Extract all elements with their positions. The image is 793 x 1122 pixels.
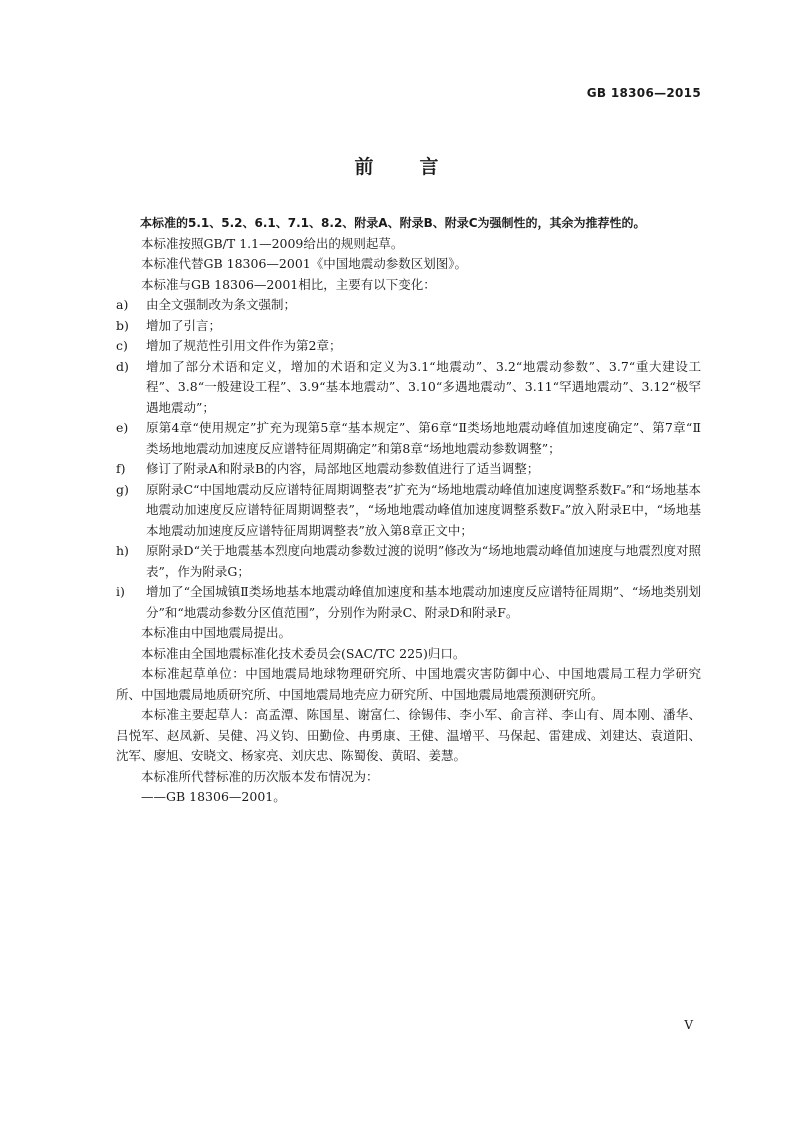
history-intro-paragraph: 本标准所代替标准的历次版本发布情况为：	[141, 768, 379, 784]
list-item	[116, 480, 701, 542]
list-marker: g)	[116, 481, 129, 497]
list-marker: h)	[116, 543, 129, 558]
list-item	[116, 357, 701, 419]
list-item-text: 增加了引言；	[146, 317, 222, 333]
mandatory-clause-statement: 本标准的5.1、5.2、6.1、7.1、8.2、附录A、附录B、附录C为强制性的，其余为推荐性的。	[140, 216, 646, 230]
drafting-units-paragraph: 本标准起草单位：中国地震局地球物理研究所、中国地震灾害防御中心、中国地震局工程力学研究所、中国地震局地质研究所、中国地震局地壳应力研究所、中国地震局地震预测研究所。	[116, 666, 701, 702]
history-item: ——GB 18306—2001。	[141, 789, 286, 804]
list-item	[116, 295, 701, 316]
list-marker: e)	[116, 420, 129, 435]
list-item-text: 增加了“全国城镇Ⅱ类场地基本地震动峰值加速度和基本地震动加速度反应谱特征周期”、“场地类别划分”和“地震动参数分区值范围”，分别作为附录C、附录D和附录F。	[146, 584, 701, 620]
list-item	[116, 459, 701, 480]
drafters-paragraph: 本标准主要起草人：高孟潭、陈国星、谢富仁、徐锡伟、李小军、俞言祥、李山有、周本刚、潘华、吕悦军、赵凤新、吴健、冯义钧、田勤俭、冉勇康、王健、温增平、马保起、雷建成、刘建达、袁道阳、沈军、廖旭、安晓文、杨家亮、刘庆忠、陈蜀俊、黄昭、姜慧。	[116, 707, 701, 763]
list-item	[116, 541, 701, 582]
list-item	[116, 336, 701, 357]
list-marker: d)	[116, 358, 129, 374]
list-marker: b)	[116, 317, 129, 333]
list-item-text: 由全文强制改为条文强制；	[146, 297, 297, 312]
page-number: V	[684, 1018, 693, 1032]
centralized-by-paragraph: 本标准由全国地震标准化技术委员会(SAC/TC 225)归口。	[141, 645, 466, 661]
list-marker: a)	[116, 297, 129, 312]
list-marker: f)	[116, 461, 126, 476]
list-item-text: 增加了规范性引用文件作为第2章；	[146, 338, 342, 353]
standard-code: GB 18306—2015	[586, 86, 701, 100]
changes-list	[116, 295, 701, 623]
drafting-rules-paragraph: 本标准按照GB/T 1.1—2009给出的规则起草。	[141, 235, 404, 251]
proposed-by-paragraph: 本标准由中国地震局提出。	[141, 625, 292, 640]
page-title: 前言	[354, 156, 485, 178]
list-item-text: 增加了部分术语和定义，增加的术语和定义为3.1“地震动”、3.2“地震动参数”、3.7“重大建设工程”、3.8“一般建设工程”、3.9“基本地震动”、3.10“多遇地震动”、3.11“罕遇地震动”、3.12“极罕遇地震动”；	[146, 358, 701, 415]
replaces-paragraph: 本标准代替GB 18306—2001《中国地震动参数区划图》。	[141, 256, 467, 271]
list-item-text: 原附录C“中国地震动反应谱特征周期调整表”扩充为“场地地震动峰值加速度调整系数Fₐ”和“场地基本地震动加速度反应谱特征周期调整表”，“场地地震动峰值加速度调整系数Fₐ”放入附录E中，“场地基本地震动加速度反应谱特征周期调整表”放入第8章正文中；	[146, 481, 702, 538]
list-item-text: 原第4章“使用规定”扩充为现第5章“基本规定”、第6章“Ⅱ类场地地震动峰值加速度确定”、第7章“Ⅱ类场地地震动加速度反应谱特征周期确定”和第8章“场地地震动参数调整”；	[146, 420, 701, 456]
list-marker: i)	[116, 584, 125, 599]
changes-intro-paragraph: 本标准与GB 18306—2001相比，主要有以下变化：	[141, 276, 436, 292]
list-item	[116, 418, 701, 459]
list-item	[116, 582, 701, 623]
list-item-text: 原附录D“关于地震基本烈度向地震动参数过渡的说明”修改为“场地地震动峰值加速度与地震烈度对照表”，作为附录G；	[146, 543, 701, 579]
list-item	[116, 316, 701, 337]
list-marker: c)	[116, 338, 128, 353]
foreword-body	[116, 213, 701, 808]
list-item-text: 修订了附录A和附录B的内容，局部地区地震动参数值进行了适当调整；	[146, 461, 540, 476]
